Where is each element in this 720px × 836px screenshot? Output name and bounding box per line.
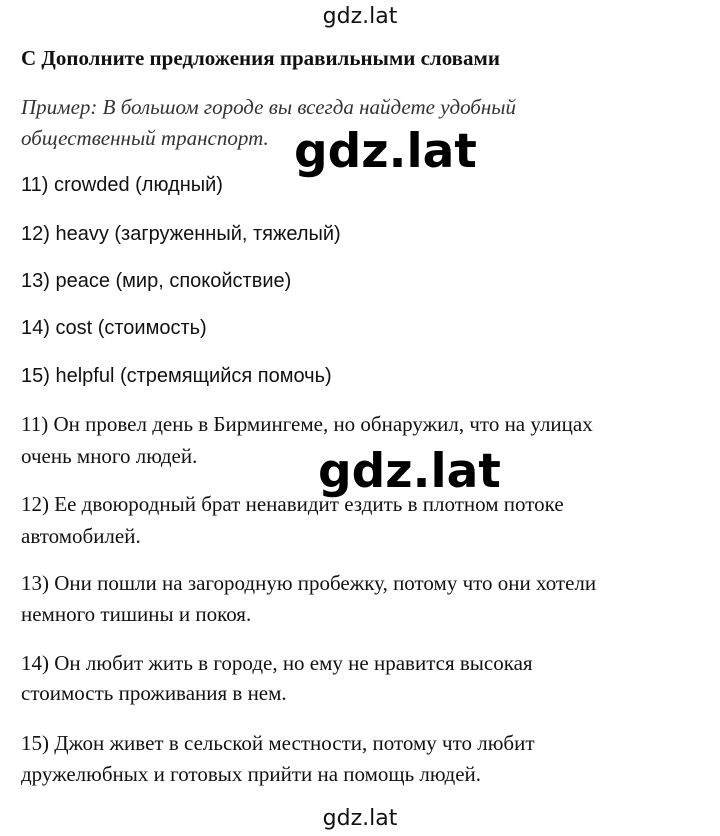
translation-13-line-1: 13) Они пошли на загородную пробежку, потому что они хотели: [21, 571, 597, 595]
exercise-heading: C Дополните предложения правильными словами: [21, 46, 500, 70]
watermark-bottom: gdz.lat: [322, 806, 398, 831]
answer-12: 12) heavy (загруженный, тяжелый): [21, 223, 341, 245]
translation-15-line-1: 15) Джон живет в сельской местности, потому что любит: [21, 731, 535, 755]
translation-15-line-2: дружелюбных и готовых прийти на помощь людей.: [21, 762, 482, 786]
watermark-large-2: gdz.lat: [318, 444, 501, 499]
translation-11-line-1: 11) Он провел день в Бирмингеме, но обнаружил, что на улицах: [21, 412, 593, 436]
answer-13: 13) peace (мир, спокойствие): [21, 270, 292, 292]
translation-14-line-1: 14) Он любит жить в городе, но ему не нравится высокая: [21, 651, 533, 675]
answer-14: 14) cost (стоимость): [21, 317, 207, 339]
translation-11-line-2: очень много людей.: [21, 444, 198, 468]
translation-12-line-2: автомобилей.: [21, 524, 141, 548]
watermark-large-1: gdz.lat: [294, 124, 477, 179]
watermark-top: gdz.lat: [322, 4, 398, 29]
answer-15: 15) helpful (стремящийся помочь): [21, 365, 332, 387]
example-line-1: Пример: В большом городе вы всегда найдете удобный: [21, 95, 516, 119]
translation-14-line-2: стоимость проживания в нем.: [21, 681, 287, 705]
answer-11: 11) crowded (людный): [21, 174, 223, 196]
translation-13-line-2: немного тишины и покоя.: [21, 602, 252, 626]
translation-12-line-1: 12) Ее двоюродный брат ненавидит ездить в плотном потоке: [21, 492, 564, 516]
example-line-2: общественный транспорт.: [21, 126, 269, 150]
